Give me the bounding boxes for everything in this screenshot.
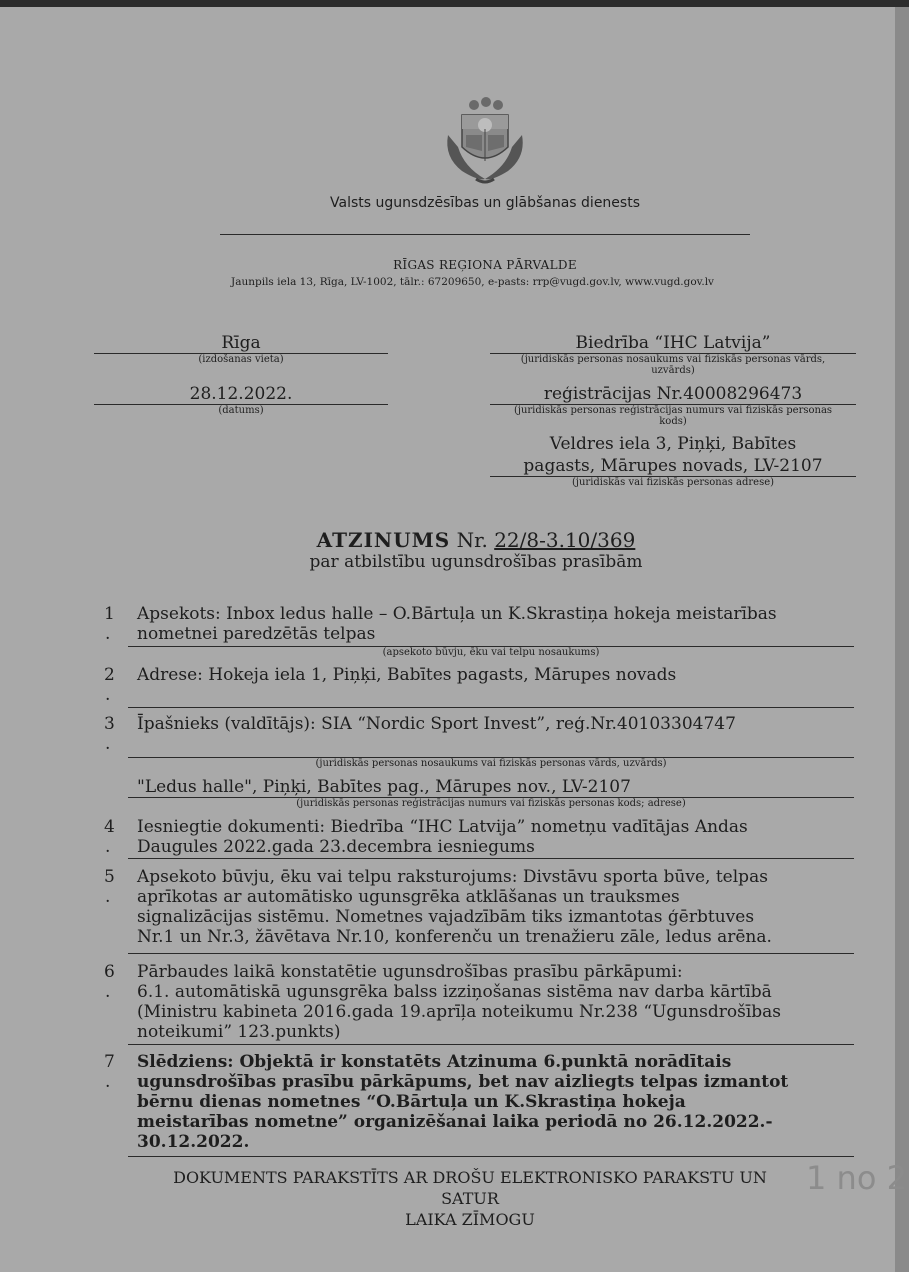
- recipient-name-caption: (juridiskās personas nosaukums vai fiziskās personas vārds, uzvārds): [520, 354, 826, 376]
- signature-notice-line1: DOKUMENTS PARAKSTĪTS AR DROŠU ELEKTRONISKO PARAKSTU UN: [173, 1168, 767, 1187]
- item-4-line1: Iesniegtie dokumenti: Biedrība “IHC Latvija” nometņu vadītājas Andas: [137, 817, 748, 837]
- item-3-caption2: (juridiskās personas reģistrācijas numurs vai fiziskās personas kods; adrese): [296, 798, 686, 809]
- item-5-underline: [128, 953, 854, 954]
- item-4-line2: Daugules 2022.gada 23.decembra iesniegums: [137, 837, 535, 857]
- item-5-line1: Apsekoto būvju, ēku vai telpu raksturojums: Divstāvu sporta būve, telpas: [137, 867, 768, 887]
- region-name: RĪGAS REĢIONA PĀRVALDE: [393, 258, 577, 272]
- item-2-dot: .: [105, 685, 111, 705]
- recipient-address-caption: (juridiskās vai fiziskās personas adrese): [571, 477, 775, 488]
- item-1-caption: (apsekoto būvju, ēku vai telpu nosaukums): [382, 647, 600, 658]
- title-nr-label: Nr.: [456, 528, 488, 552]
- item-1-number: 1: [104, 604, 115, 624]
- item-7-dot: .: [105, 1072, 111, 1092]
- place-value: Rīga: [221, 333, 261, 353]
- viewer-scroll-edge: [895, 7, 909, 1272]
- item-4-dot: .: [105, 837, 111, 857]
- recipient-address-line1: Veldres iela 3, Piņķi, Babītes: [549, 434, 797, 454]
- place-caption: (izdošanas vieta): [198, 354, 284, 365]
- item-7-number: 7: [104, 1052, 115, 1072]
- item-5-number: 5: [104, 867, 115, 887]
- item-3-caption1: (juridiskās personas nosaukums vai fiziskās personas vārds, uzvārds): [315, 758, 667, 769]
- item-7-line1: Slēdziens: Objektā ir konstatēts Atzinuma 6.punktā norādītais: [137, 1052, 732, 1072]
- item-5-dot: .: [105, 887, 111, 907]
- item-5-line3: signalizācijas sistēmu. Nometnes vajadzībām tiks izmantotas ģērbtuves: [137, 907, 755, 927]
- item-3-text: Īpašnieks (valdītājs): SIA “Nordic Sport Invest”, reģ.Nr.40103304747: [137, 714, 736, 734]
- item-6-number: 6: [104, 962, 115, 982]
- item-5-line4: Nr.1 un Nr.3, žāvētava Nr.10, konferenču un trenažieru zāle, ledus arēna.: [137, 927, 772, 947]
- item-4-underline: [128, 858, 854, 859]
- item-5-line2: aprīkotas ar automātisko ugunsgrēka atklāšanas un trauksmes: [137, 887, 680, 907]
- item-1-line2: nometnei paredzētās telpas: [137, 624, 376, 644]
- item-2-underline: [128, 707, 854, 708]
- item-7-line4: meistarības nometne” organizēšanai laika periodā no 26.12.2022.-: [137, 1112, 773, 1132]
- agency-name: Valsts ugunsdzēsības un glābšanas dienests: [330, 195, 640, 211]
- item-6-line4: noteikumi” 123.punkts): [137, 1022, 341, 1042]
- item-7-line2: ugunsdrošības prasību pārkāpums, bet nav aizliegts telpas izmantot: [137, 1072, 789, 1092]
- page-indicator: 1 no 2: [806, 1159, 907, 1197]
- item-2-text: Adrese: Hokeja iela 1, Piņķi, Babītes pagasts, Mārupes novads: [137, 665, 677, 685]
- item-1-dot: .: [105, 624, 111, 644]
- viewer-top-bar: [0, 0, 909, 7]
- item-4-number: 4: [104, 817, 115, 837]
- item-3-line2: "Ledus halle", Piņķi, Babītes pag., Mārupes nov., LV-2107: [137, 777, 631, 797]
- item-6-line3: (Ministru kabineta 2016.gada 19.aprīļa noteikumu Nr.238 “Ugunsdrošības: [137, 1002, 782, 1022]
- coat-of-arms-logo: [440, 95, 530, 187]
- recipient-reg-caption: (juridiskās personas reģistrācijas numurs vai fiziskās personas kods): [513, 405, 833, 427]
- recipient-reg-number: reģistrācijas Nr.40008296473: [543, 384, 803, 404]
- item-7-line3: bērnu dienas nometnes “O.Bārtuļa un K.Skrastiņa hokeja: [137, 1092, 686, 1112]
- item-7-underline: [128, 1156, 854, 1157]
- item-2-number: 2: [104, 665, 115, 685]
- signature-notice-line2: SATUR: [441, 1189, 499, 1208]
- item-3-number: 3: [104, 714, 115, 734]
- header-divider: [220, 234, 750, 235]
- item-6-dot: .: [105, 982, 111, 1002]
- title-heading: ATZINUMS: [316, 528, 451, 552]
- signature-notice-line3: LAIKA ZĪMOGU: [405, 1210, 535, 1229]
- date-value: 28.12.2022.: [189, 384, 293, 404]
- document-subtitle: par atbilstību ugunsdrošības prasībām: [309, 552, 643, 572]
- item-6-underline: [128, 1044, 854, 1045]
- item-1-line1: Apsekots: Inbox ledus halle – O.Bārtuļa un K.Skrastiņa hokeja meistarības: [137, 604, 777, 624]
- document-title: [0, 528, 909, 552]
- date-caption: (datums): [218, 405, 264, 416]
- recipient-name: Biedrība “IHC Latvija”: [575, 333, 771, 353]
- item-6-line2: 6.1. automātiskā ugunsgrēka balss izziņošanas sistēma nav darba kārtībā: [137, 982, 772, 1002]
- region-address: Jaunpils iela 13, Rīga, LV-1002, tālr.: 67209650, e-pasts: rrp@vugd.gov.lv, www.vugd.gov.lv: [231, 276, 714, 288]
- recipient-address-line2: pagasts, Mārupes novads, LV-2107: [523, 456, 823, 476]
- document-number: 22/8-3.10/369: [494, 528, 636, 552]
- document-page: [0, 7, 895, 1272]
- item-6-line1: Pārbaudes laikā konstatētie ugunsdrošības prasību pārkāpumi:: [137, 962, 683, 982]
- item-3-dot: .: [105, 734, 111, 754]
- item-7-line5: 30.12.2022.: [137, 1132, 250, 1152]
